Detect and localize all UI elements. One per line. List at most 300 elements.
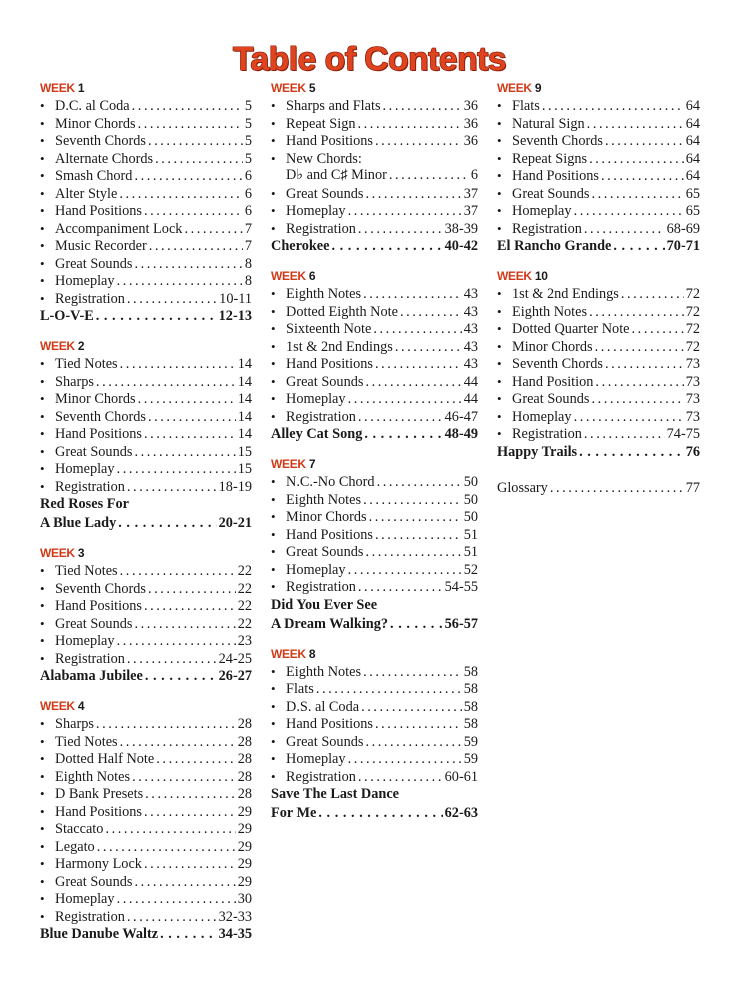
toc-entry[interactable]: [497, 202, 700, 220]
section-gap: [271, 256, 478, 266]
toc-entry[interactable]: [271, 355, 478, 373]
song-title-row: [40, 307, 252, 326]
page-number: 28: [237, 751, 252, 767]
dot-leader: [160, 925, 217, 944]
song-entry[interactable]: [40, 667, 252, 686]
toc-entry[interactable]: [40, 373, 252, 391]
song-title: Alley Cat Song: [271, 426, 363, 442]
toc-entry[interactable]: [40, 715, 252, 733]
bullet-icon: •: [271, 115, 276, 131]
entry-label: Flats: [286, 681, 314, 697]
week-label: WEEK: [271, 81, 306, 95]
toc-entry[interactable]: [271, 115, 478, 133]
toc-week-section: [271, 646, 478, 824]
song-title-row: [497, 443, 700, 462]
toc-entry[interactable]: [40, 580, 252, 598]
entry-label: Repeat Signs: [512, 150, 588, 167]
dot-leader: [361, 699, 462, 717]
page-number: 72: [685, 321, 700, 337]
toc-entry[interactable]: [40, 750, 252, 768]
dot-leader: [148, 409, 236, 427]
toc-entry[interactable]: [497, 150, 700, 168]
toc-entry[interactable]: [497, 355, 700, 373]
page-number: 14: [237, 391, 252, 407]
bullet-icon: •: [40, 133, 45, 148]
page-number: 72: [685, 338, 700, 355]
toc-entry[interactable]: [40, 873, 252, 891]
bullet-icon: •: [271, 544, 276, 559]
page-number: 22: [237, 598, 252, 614]
song-entry[interactable]: [271, 596, 478, 634]
page-number: 73: [685, 373, 700, 390]
bullet-icon: •: [271, 681, 276, 696]
toc-entry[interactable]: [497, 167, 700, 185]
bullet-icon: •: [40, 115, 45, 131]
entry-label: Homeplay: [55, 633, 115, 649]
entry-label: Great Sounds: [286, 373, 364, 390]
page-number: 29: [237, 803, 252, 820]
toc-entry[interactable]: [271, 698, 478, 716]
toc-entry[interactable]: [40, 838, 252, 856]
entry-label: Homeplay: [512, 203, 572, 219]
week-heading: [40, 338, 252, 355]
song-title: Happy Trails: [497, 443, 578, 460]
page-number: 6: [470, 167, 478, 183]
dot-leader: [318, 804, 442, 823]
toc-entry[interactable]: [40, 820, 252, 838]
bullet-icon: •: [271, 751, 276, 766]
toc-entry[interactable]: [497, 132, 700, 150]
entry-label: Registration: [286, 768, 356, 785]
song-entry[interactable]: [271, 237, 478, 256]
entry-label: Great Sounds: [286, 544, 364, 560]
toc-week-section: [497, 268, 700, 462]
dot-leader: [365, 374, 461, 392]
entry-label: Registration: [55, 650, 125, 667]
bullet-icon: •: [40, 633, 45, 648]
dot-leader: [377, 474, 462, 492]
page-number: 65: [685, 185, 700, 202]
dot-leader: [363, 664, 462, 682]
topic-list: [497, 97, 700, 237]
song-title: For Me: [271, 805, 317, 821]
page-number: 38-39: [444, 220, 478, 237]
toc-entry[interactable]: [497, 285, 700, 303]
song-entry[interactable]: [497, 237, 700, 256]
song-entry[interactable]: [40, 307, 252, 326]
page-number: 64: [685, 98, 700, 114]
page-number: 37: [463, 185, 478, 202]
bullet-icon: •: [497, 408, 502, 424]
song-title-row: [40, 514, 252, 533]
bullet-icon: •: [271, 303, 276, 319]
toc-entry[interactable]: [40, 290, 252, 308]
song-title-row: [271, 237, 478, 256]
toc-entry[interactable]: [40, 785, 252, 803]
dot-leader: [132, 98, 243, 116]
toc-entry[interactable]: [271, 150, 478, 168]
toc-entry[interactable]: [40, 237, 252, 255]
toc-entry[interactable]: [40, 597, 252, 615]
page-number: 58: [463, 663, 478, 680]
song-title-line1: Did You Ever See: [271, 596, 378, 613]
dot-leader: [373, 321, 461, 339]
toc-entry[interactable]: [40, 132, 252, 150]
bullet-icon: •: [40, 356, 45, 371]
toc-entry[interactable]: [271, 663, 478, 681]
toc-entry[interactable]: [497, 390, 700, 408]
dot-leader: [613, 237, 664, 256]
dot-leader: [127, 479, 217, 497]
dot-leader: [550, 478, 684, 498]
dot-leader: [595, 339, 684, 357]
toc-entry[interactable]: [271, 320, 478, 338]
glossary-entry[interactable]: [497, 478, 700, 498]
week-label: WEEK: [497, 81, 532, 95]
week-label: WEEK: [40, 546, 75, 560]
bullet-icon: •: [40, 290, 45, 306]
toc-entry[interactable]: [40, 615, 252, 633]
entry-label: Great Sounds: [286, 185, 364, 202]
toc-entry[interactable]: [40, 390, 252, 408]
song-title-line1: Red Roses For: [40, 496, 129, 512]
toc-entry[interactable]: [40, 733, 252, 751]
dot-leader: [127, 909, 217, 927]
bullet-icon: •: [40, 821, 45, 836]
toc-entry[interactable]: [40, 202, 252, 220]
song-entry[interactable]: [40, 925, 252, 944]
entry-label: Minor Chords: [512, 338, 593, 355]
bullet-icon: •: [497, 150, 502, 166]
bullet-icon: •: [40, 838, 45, 854]
toc-entry[interactable]: [271, 543, 478, 561]
dot-leader: [144, 856, 236, 874]
bullet-icon: •: [271, 491, 276, 507]
page-number: 36: [463, 115, 478, 132]
bullet-icon: •: [40, 563, 45, 578]
toc-entry[interactable]: [271, 715, 478, 733]
dot-leader: [134, 444, 235, 462]
toc-week-section: [40, 698, 252, 944]
dot-leader: [365, 186, 461, 204]
page-number: 51: [463, 526, 478, 543]
dot-leader: [348, 751, 462, 769]
dot-leader: [97, 839, 236, 857]
bullet-icon: •: [40, 716, 45, 731]
week-number: 5: [308, 81, 316, 95]
page-number: 18-19: [218, 478, 252, 495]
entry-label: Legato: [55, 838, 95, 855]
toc-entry[interactable]: [497, 97, 700, 115]
week-heading: [40, 80, 252, 97]
toc-entry[interactable]: [40, 562, 252, 580]
toc-entry[interactable]: [40, 97, 252, 115]
toc-entry[interactable]: [40, 443, 252, 461]
entry-label: Hand Positions: [512, 168, 599, 184]
toc-entry[interactable]: [40, 220, 252, 238]
entry-label: Registration: [286, 408, 356, 425]
bullet-icon: •: [497, 391, 502, 406]
toc-entry[interactable]: [271, 303, 478, 321]
page-number: 7: [244, 220, 252, 237]
bullet-icon: •: [40, 426, 45, 441]
dot-leader: [332, 237, 443, 256]
page-number: 28: [237, 768, 252, 785]
entry-label: Alter Style: [55, 185, 118, 202]
dot-leader: [589, 151, 684, 169]
page-number: 32-33: [218, 908, 252, 925]
glossary-page: 77: [685, 479, 700, 496]
toc-entry[interactable]: [271, 526, 478, 544]
bullet-icon: •: [271, 391, 276, 406]
toc-entry[interactable]: [497, 185, 700, 203]
toc-entry[interactable]: [40, 478, 252, 496]
song-title-row: [271, 425, 478, 444]
section-gap: [497, 256, 700, 266]
bullet-icon: •: [271, 338, 276, 354]
dot-leader: [375, 716, 462, 734]
song-title: El Rancho Grande: [497, 238, 612, 254]
section-gap: [40, 326, 252, 336]
page-number: 52: [463, 561, 478, 578]
dot-leader: [358, 116, 462, 134]
dot-leader: [383, 98, 462, 116]
toc-entry[interactable]: [271, 473, 478, 491]
toc-entry[interactable]: [40, 908, 252, 926]
song-title: Cherokee: [271, 238, 330, 254]
week-label: WEEK: [271, 269, 306, 283]
page-number: 68-69: [666, 220, 700, 237]
toc-entry[interactable]: [271, 373, 478, 391]
dot-leader: [579, 443, 684, 462]
dot-leader: [542, 98, 684, 116]
toc-entry[interactable]: [497, 408, 700, 426]
dot-leader: [96, 374, 236, 392]
entry-label: Homeplay: [286, 391, 346, 407]
page-number: 6: [244, 168, 252, 184]
bullet-icon: •: [40, 891, 45, 906]
dot-leader: [587, 116, 684, 134]
song-page-number: 70-71: [666, 238, 700, 254]
toc-entry[interactable]: [497, 303, 700, 321]
toc-entry[interactable]: [40, 425, 252, 443]
week-heading: [271, 80, 478, 97]
toc-entry[interactable]: [271, 680, 478, 698]
dot-leader: [365, 734, 461, 752]
section-gap: [40, 533, 252, 543]
toc-entry[interactable]: [271, 768, 478, 786]
toc-entry[interactable]: [40, 355, 252, 373]
page-number: 22: [237, 580, 252, 597]
bullet-icon: •: [271, 698, 276, 714]
toc-entry[interactable]: [40, 167, 252, 185]
week-heading: [497, 268, 700, 285]
page-number: 28: [237, 716, 252, 732]
entry-label: D♭ and C♯ Minor: [286, 167, 387, 183]
page-number: 36: [463, 133, 478, 149]
toc-entry[interactable]: [40, 272, 252, 290]
dot-leader: [117, 273, 243, 291]
toc-entry[interactable]: [497, 338, 700, 356]
week-number: 10: [534, 269, 548, 283]
toc-entry[interactable]: [271, 97, 478, 115]
toc-week-section: [271, 268, 478, 444]
toc-entry[interactable]: [40, 768, 252, 786]
bullet-icon: •: [497, 373, 502, 389]
entry-label: Hand Positions: [55, 203, 142, 219]
entry-label: Dotted Eighth Note: [286, 303, 398, 320]
entry-label: Music Recorder: [55, 238, 147, 254]
bullet-icon: •: [40, 478, 45, 494]
page-number: 72: [685, 286, 700, 302]
bullet-icon: •: [40, 733, 45, 749]
dot-leader: [358, 769, 443, 787]
dot-leader: [369, 509, 462, 527]
topic-list: [271, 285, 478, 425]
bullet-icon: •: [271, 509, 276, 524]
entry-label: Sharps and Flats: [286, 98, 381, 114]
toc-week-section: [271, 80, 478, 256]
entry-label: Registration: [55, 908, 125, 925]
topic-list: [497, 285, 700, 443]
page-number: 5: [244, 98, 252, 114]
bullet-icon: •: [271, 733, 276, 749]
entry-label: Natural Sign: [512, 115, 585, 132]
toc-entry-continued[interactable]: [271, 167, 478, 185]
toc-entry[interactable]: [40, 803, 252, 821]
toc-entry[interactable]: [271, 390, 478, 408]
toc-entry[interactable]: [40, 408, 252, 426]
song-title: A Dream Walking?: [271, 615, 389, 632]
entry-label: Registration: [512, 426, 582, 442]
toc-entry[interactable]: [497, 425, 700, 443]
page-number: 14: [237, 426, 252, 442]
song-page-number: 62-63: [444, 805, 478, 821]
toc-entry[interactable]: [271, 220, 478, 238]
dot-leader: [148, 581, 236, 599]
toc-entry[interactable]: [40, 632, 252, 650]
toc-entry[interactable]: [271, 733, 478, 751]
entry-label: Eighth Notes: [512, 303, 588, 320]
bullet-icon: •: [497, 168, 502, 183]
entry-label: Staccato: [55, 821, 104, 837]
entry-label: D.C. al Coda: [55, 98, 130, 114]
entry-label: Eighth Notes: [286, 491, 362, 508]
toc-entry[interactable]: [271, 338, 478, 356]
dot-leader: [348, 203, 462, 221]
toc-entry[interactable]: [271, 508, 478, 526]
toc-entry[interactable]: [40, 150, 252, 168]
page-number: 64: [685, 150, 700, 167]
song-title-row: [271, 804, 478, 823]
toc-entry[interactable]: [271, 561, 478, 579]
song-title: A Blue Lady: [40, 515, 117, 531]
dot-leader: [316, 681, 462, 699]
toc-week-section: [497, 80, 700, 256]
song-entry[interactable]: [271, 785, 478, 823]
page-number: 6: [244, 185, 252, 202]
bullet-icon: •: [40, 461, 45, 476]
toc-entry[interactable]: [497, 320, 700, 338]
toc-entry[interactable]: [271, 578, 478, 596]
week-label: WEEK: [40, 699, 75, 713]
song-entry[interactable]: [40, 495, 252, 533]
toc-entry[interactable]: [497, 220, 700, 238]
bullet-icon: •: [271, 185, 276, 201]
dot-leader: [365, 544, 461, 562]
song-entry[interactable]: [497, 443, 700, 462]
page-number: 37: [463, 203, 478, 219]
dot-leader: [119, 186, 243, 204]
dot-leader: [390, 615, 443, 634]
week-label: WEEK: [497, 269, 532, 283]
bullet-icon: •: [271, 321, 276, 336]
bullet-icon: •: [40, 408, 45, 424]
toc-entry[interactable]: [271, 202, 478, 220]
dot-leader: [584, 426, 665, 444]
toc-entry[interactable]: [271, 750, 478, 768]
bullet-icon: •: [271, 133, 276, 148]
bullet-icon: •: [271, 373, 276, 389]
page-number: 5: [244, 150, 252, 167]
week-label: WEEK: [271, 646, 306, 661]
dot-leader: [605, 356, 684, 374]
dot-leader: [400, 304, 462, 322]
bullet-icon: •: [497, 321, 502, 336]
toc-entry[interactable]: [40, 855, 252, 873]
toc-entry[interactable]: [271, 285, 478, 303]
toc-entry[interactable]: [271, 408, 478, 426]
bullet-icon: •: [40, 150, 45, 166]
dot-leader: [375, 527, 462, 545]
bullet-icon: •: [271, 579, 276, 594]
toc-entry[interactable]: [40, 890, 252, 908]
page-number: 29: [237, 856, 252, 872]
toc-entry[interactable]: [271, 491, 478, 509]
toc-entry[interactable]: [40, 115, 252, 133]
bullet-icon: •: [497, 356, 502, 371]
week-heading: [271, 268, 478, 285]
toc-entry[interactable]: [271, 132, 478, 150]
bullet-icon: •: [40, 873, 45, 889]
toc-entry[interactable]: [40, 255, 252, 273]
toc-entry[interactable]: [497, 115, 700, 133]
toc-entry[interactable]: [271, 185, 478, 203]
bullet-icon: •: [271, 286, 276, 301]
entry-label: New Chords:: [286, 150, 362, 167]
bullet-icon: •: [40, 168, 45, 183]
page-number: 73: [685, 408, 700, 425]
bullet-icon: •: [497, 286, 502, 301]
page-number: 73: [685, 356, 700, 372]
bullet-icon: •: [40, 255, 45, 271]
toc-entry[interactable]: [40, 650, 252, 668]
page-number: 59: [463, 751, 478, 767]
dot-leader: [632, 321, 684, 339]
dot-leader: [358, 409, 443, 427]
page-number: 58: [463, 698, 478, 715]
dot-leader: [591, 186, 683, 204]
toc-week-section: [40, 80, 252, 326]
entry-label: Great Sounds: [512, 185, 590, 202]
toc-entry[interactable]: [40, 185, 252, 203]
entry-label: Registration: [55, 478, 125, 495]
toc-entry[interactable]: [497, 373, 700, 391]
toc-entry[interactable]: [40, 460, 252, 478]
topic-list: [40, 562, 252, 667]
week-number: 6: [308, 269, 316, 283]
song-entry[interactable]: [271, 425, 478, 444]
